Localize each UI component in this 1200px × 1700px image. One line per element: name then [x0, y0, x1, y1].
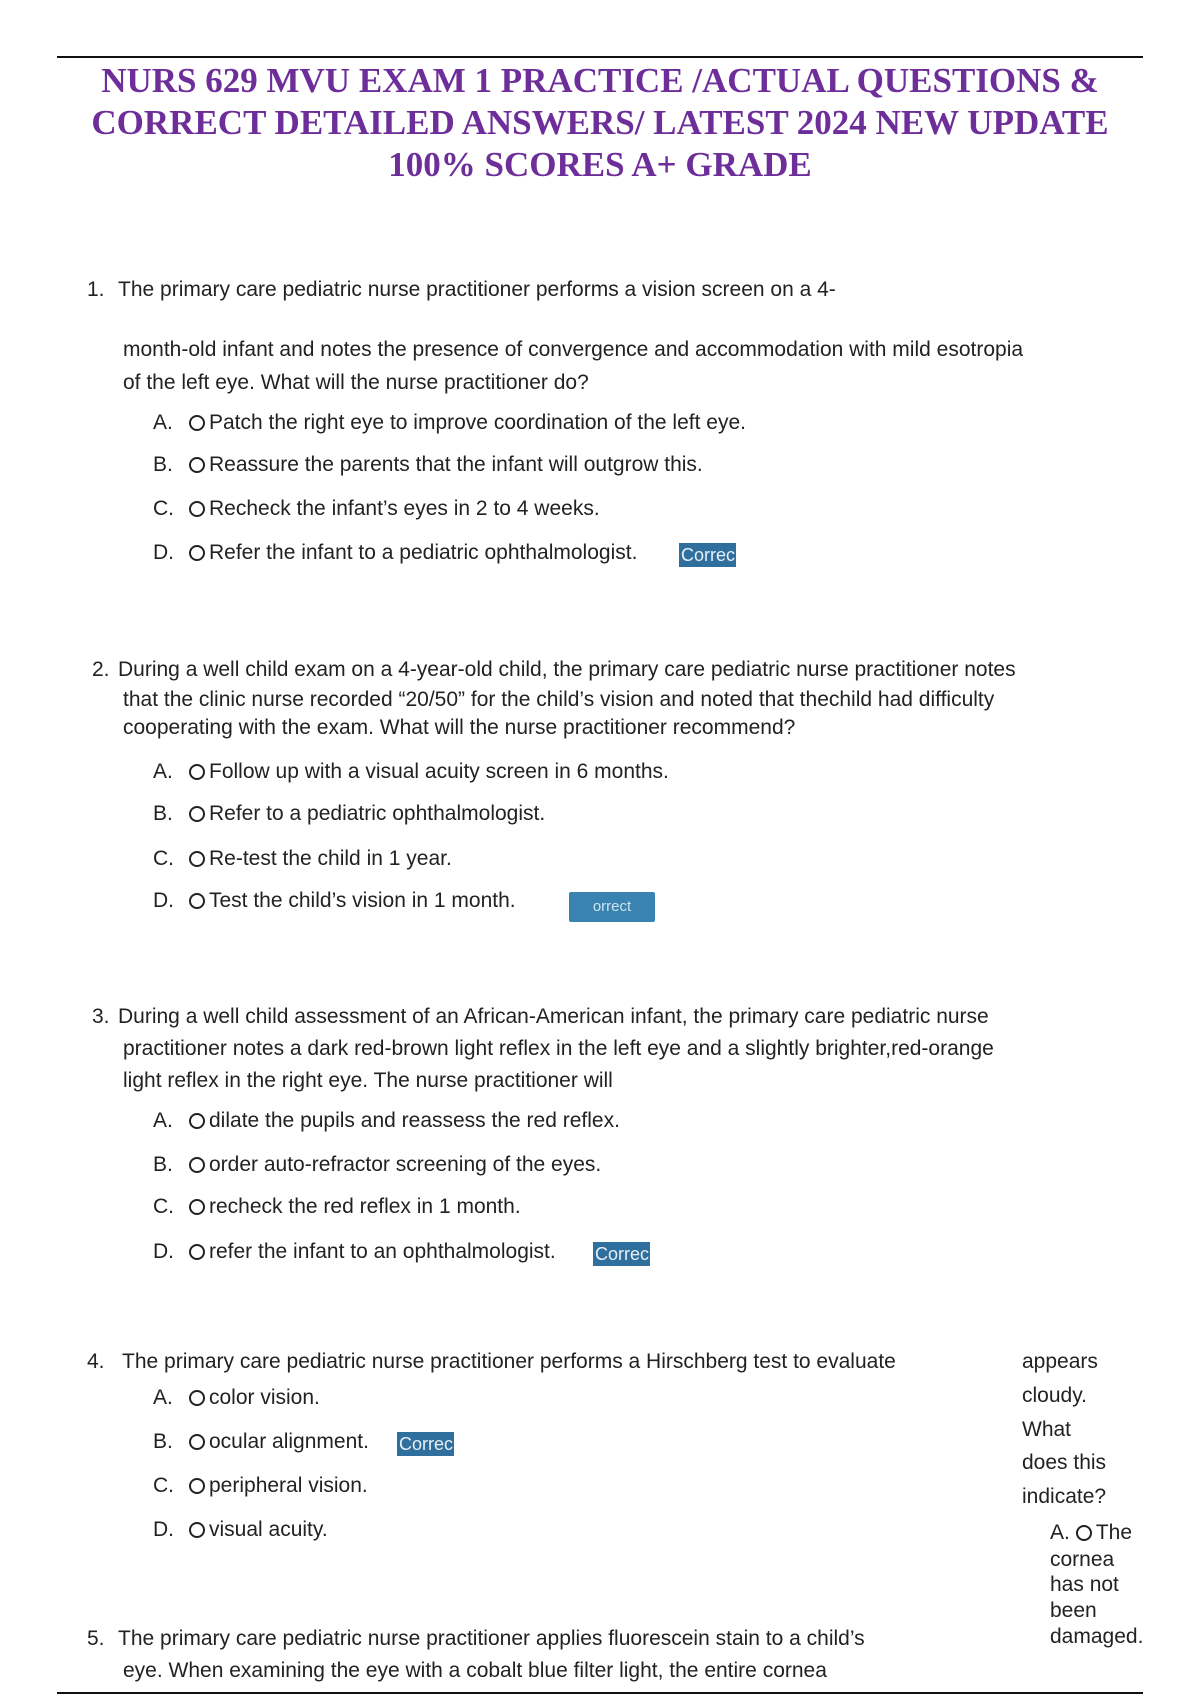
q2-option-b[interactable] [153, 802, 545, 826]
q1-option-d[interactable] [153, 541, 637, 565]
q1-text-line-1: The primary care pediatric nurse practitioner performs a vision screen on a 4- [118, 278, 836, 301]
option-text: Recheck the infant’s eyes in 2 to 4 weeks. [209, 497, 600, 520]
radio-circle-icon[interactable] [189, 851, 205, 867]
correct-badge: orrect [569, 892, 655, 922]
q1-number: 1. [87, 278, 105, 301]
title-line-2: CORRECT DETAILED ANSWERS/ LATEST 2024 NEW UPDATE [91, 103, 1109, 142]
option-text: The [1095, 1521, 1133, 1544]
radio-circle-icon[interactable] [189, 806, 205, 822]
option-text: refer the infant to an ophthalmologist. [209, 1240, 556, 1263]
correct-badge: Correc [399, 1434, 454, 1454]
q2-text-line-1: During a well child exam on a 4-year-old child, the primary care pediatric nurse practitioner notes [118, 658, 1016, 681]
sidebar-option-line-3: has not [1050, 1573, 1119, 1596]
option-text: Refer to a pediatric ophthalmologist. [209, 802, 546, 825]
title-line-1: NURS 629 MVU EXAM 1 PRACTICE /ACTUAL QUESTIONS & [101, 61, 1099, 100]
radio-circle-icon[interactable] [189, 1478, 205, 1494]
radio-circle-icon[interactable] [189, 764, 205, 780]
sidebar-line-1: appears [1022, 1350, 1098, 1373]
option-text: visual acuity. [209, 1518, 328, 1541]
option-text: Follow up with a visual acuity screen in 6 months. [209, 760, 669, 783]
sidebar-line-3: What [1022, 1418, 1072, 1441]
radio-circle-icon[interactable] [189, 1113, 205, 1129]
top-rule [57, 56, 1143, 58]
option-letter: B. [153, 1153, 173, 1176]
q3-text-line-1: During a well child assessment of an African-American infant, the primary care pediatric nurse [118, 1005, 989, 1028]
sidebar-option-line-4: been [1050, 1599, 1097, 1622]
option-text: ocular alignment. [209, 1430, 369, 1453]
radio-circle-icon[interactable] [189, 1244, 205, 1260]
option-letter: A. [1050, 1521, 1070, 1544]
q1-text-line-3: of the left eye. What will the nurse practitioner do? [123, 371, 589, 394]
option-text: Refer the infant to a pediatric ophthalmologist. [209, 541, 638, 564]
q3-option-a[interactable] [153, 1109, 620, 1133]
q3-text-line-3: light reflex in the right eye. The nurse practitioner will [123, 1069, 613, 1092]
option-text: dilate the pupils and reassess the red reflex. [209, 1109, 620, 1132]
sidebar-line-4: does this [1022, 1451, 1107, 1474]
correct-badge: Correc [681, 545, 736, 565]
radio-circle-icon[interactable] [189, 1390, 205, 1406]
option-letter: B. [153, 802, 173, 825]
option-letter: A. [153, 760, 173, 783]
option-text: Reassure the parents that the infant will outgrow this. [209, 453, 703, 476]
radio-circle-icon[interactable] [189, 1157, 205, 1173]
option-text: Patch the right eye to improve coordination of the left eye. [209, 411, 746, 434]
q1-option-a[interactable] [153, 411, 746, 435]
sidebar-line-2: cloudy. [1022, 1384, 1087, 1407]
q1-option-b[interactable] [153, 453, 703, 477]
option-letter: D. [153, 1518, 174, 1541]
q4-option-c[interactable] [153, 1474, 368, 1498]
q2-number: 2. [92, 658, 110, 681]
q3-option-d[interactable] [153, 1240, 556, 1264]
q4-option-a[interactable] [153, 1386, 320, 1410]
radio-circle-icon[interactable] [189, 545, 205, 561]
radio-circle-icon[interactable] [189, 893, 205, 909]
sidebar-option-a[interactable] [1050, 1521, 1132, 1545]
option-letter: D. [153, 1240, 174, 1263]
option-letter: C. [153, 1195, 174, 1218]
q3-option-b[interactable] [153, 1153, 601, 1177]
q5-text-line-2: eye. When examining the eye with a cobalt blue filter light, the entire cornea [123, 1659, 827, 1682]
sidebar-option-line-5: damaged. [1050, 1625, 1144, 1648]
sidebar-line-5: indicate? [1022, 1485, 1107, 1508]
q3-number: 3. [92, 1005, 110, 1028]
q3-text-line-2: practitioner notes a dark red-brown light reflex in the left eye and a slightly brighter,red-orange [123, 1037, 994, 1060]
q1-option-c[interactable] [153, 497, 600, 521]
q4-option-b[interactable] [153, 1430, 369, 1454]
option-letter: C. [153, 497, 174, 520]
q5-number: 5. [87, 1627, 105, 1650]
q4-text-line-1: The primary care pediatric nurse practitioner performs a Hirschberg test to evaluate [122, 1350, 896, 1373]
option-letter: D. [153, 541, 174, 564]
radio-circle-icon[interactable] [1076, 1525, 1092, 1541]
option-letter: C. [153, 847, 174, 870]
option-letter: A. [153, 411, 173, 434]
option-text: color vision. [209, 1386, 320, 1409]
q4-number: 4. [87, 1350, 105, 1373]
q3-option-c[interactable] [153, 1195, 521, 1219]
option-text: order auto-refractor screening of the eyes. [209, 1153, 602, 1176]
q2-text-line-2: that the clinic nurse recorded “20/50” for the child’s vision and noted that thechild had difficulty [123, 688, 995, 711]
option-letter: B. [153, 1430, 173, 1453]
option-text: peripheral vision. [209, 1474, 368, 1497]
option-letter: D. [153, 889, 174, 912]
radio-circle-icon[interactable] [189, 415, 205, 431]
q2-option-d[interactable] [153, 889, 516, 913]
option-letter: B. [153, 453, 173, 476]
option-letter: C. [153, 1474, 174, 1497]
radio-circle-icon[interactable] [189, 501, 205, 517]
page-title [40, 60, 1160, 186]
title-line-3: 100% SCORES A+ GRADE [388, 145, 812, 184]
radio-circle-icon[interactable] [189, 457, 205, 473]
correct-badge: Correc [595, 1244, 650, 1264]
q1-text-line-2: month-old infant and notes the presence of convergence and accommodation with mild esotropia [123, 338, 1024, 361]
q2-option-c[interactable] [153, 847, 452, 871]
sidebar-option-line-2: cornea [1050, 1548, 1115, 1571]
option-text: Test the child’s vision in 1 month. [209, 889, 516, 912]
q2-option-a[interactable] [153, 760, 669, 784]
radio-circle-icon[interactable] [189, 1522, 205, 1538]
option-text: Re-test the child in 1 year. [209, 847, 452, 870]
q2-text-line-3: cooperating with the exam. What will the nurse practitioner recommend? [123, 716, 796, 739]
bottom-rule [57, 1692, 1143, 1694]
q5-text-line-1: The primary care pediatric nurse practitioner applies fluorescein stain to a child’s [118, 1627, 865, 1650]
option-text: recheck the red reflex in 1 month. [209, 1195, 521, 1218]
q4-option-d[interactable] [153, 1518, 328, 1542]
option-letter: A. [153, 1386, 173, 1409]
option-letter: A. [153, 1109, 173, 1132]
radio-circle-icon[interactable] [189, 1199, 205, 1215]
radio-circle-icon[interactable] [189, 1434, 205, 1450]
